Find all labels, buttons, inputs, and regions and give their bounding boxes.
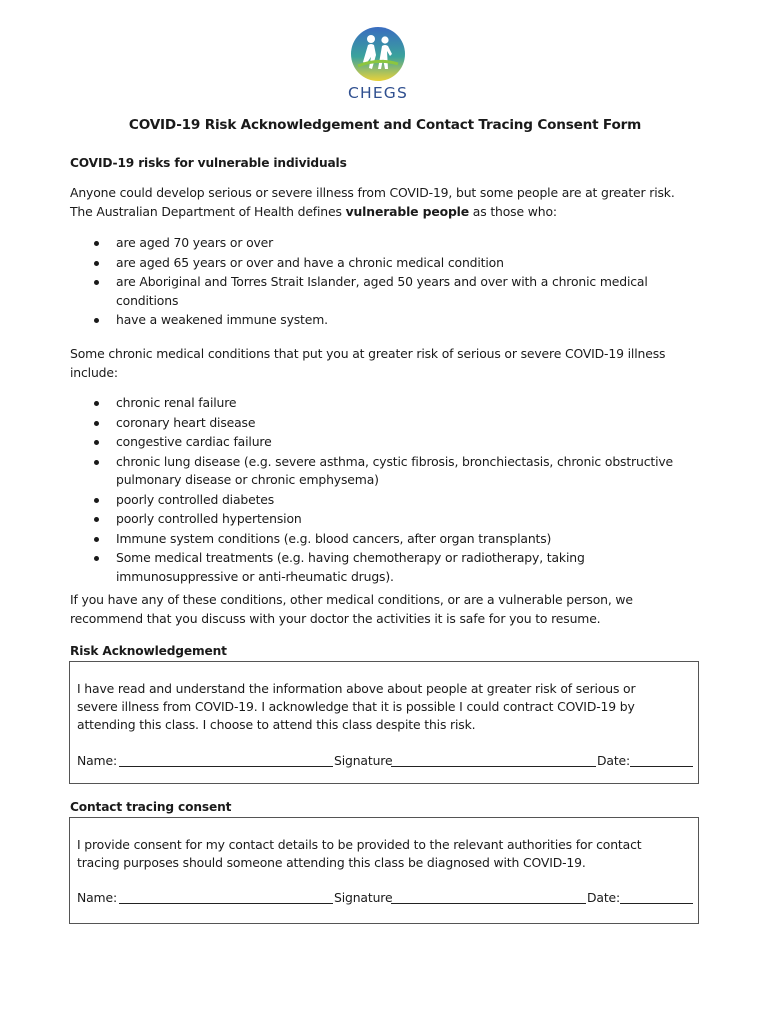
- conditions-list: [70, 394, 710, 587]
- name-field[interactable]: [119, 766, 333, 767]
- intro-line-1: Anyone could develop serious or severe illness from COVID-19, but some people are at greater risk.: [70, 185, 675, 200]
- contact-consent-box: [69, 817, 699, 924]
- risk-statement: I have read and understand the information above about people at greater risk of serious or severe illness from COVID-19. I acknowledge that it is possible I could contract COVID-19 by attending this class. I choose to attend this class despite this risk.: [77, 681, 636, 732]
- contact-heading: Contact tracing consent: [70, 800, 232, 814]
- date-field[interactable]: [620, 903, 693, 904]
- form-title: COVID-19 Risk Acknowledgement and Contact Tracing Consent Form: [128, 117, 642, 133]
- vulnerable-heading: COVID-19 risks for vulnerable individuals: [70, 156, 347, 170]
- date-label: Date:: [597, 753, 631, 768]
- risk-heading: Risk Acknowledgement: [70, 644, 227, 658]
- list-item: have a weakened immune system.: [70, 311, 676, 330]
- signature-label: Signature: [334, 890, 393, 905]
- risk-signature-row: [77, 752, 693, 770]
- name-label: Name:: [77, 890, 117, 905]
- list-item: poorly controlled diabetes: [70, 491, 710, 510]
- signature-field[interactable]: [391, 903, 586, 904]
- list-item: are aged 65 years or over and have a chronic medical condition: [70, 254, 676, 273]
- contact-statement: I provide consent for my contact details to be provided to the relevant authorities for contact tracing purposes should someone attending this class be diagnosed with COVID-19.: [77, 837, 642, 870]
- list-item: poorly controlled hypertension: [70, 510, 710, 529]
- list-item: Some medical treatments (e.g. having chemotherapy or radiotherapy, taking immunosuppressive or anti-rheumatic drugs).: [70, 549, 676, 586]
- chegs-logo-icon: [350, 26, 406, 82]
- intro-line-2-suffix: as those who:: [469, 203, 557, 219]
- signature-label: Signature: [334, 753, 393, 768]
- logo-wordmark: CHEGS: [347, 84, 409, 102]
- advice-paragraph: If you have any of these conditions, other medical conditions, or are a vulnerable person, we recommend that you discuss with your doctor the activities it is safe for you to resume.: [70, 592, 633, 626]
- contact-signature-row: [77, 889, 693, 907]
- intro-line-2-prefix: The Australian Department of Health defines: [70, 203, 346, 219]
- list-item: chronic renal failure: [70, 394, 710, 413]
- conditions-intro: Some chronic medical conditions that put you at greater risk of serious or severe COVID-19 illness include:: [70, 346, 666, 380]
- list-item: chronic lung disease (e.g. severe asthma, cystic fibrosis, bronchiectasis, chronic obstructive pulmonary disease or chronic emphysema): [70, 453, 716, 490]
- name-label: Name:: [77, 753, 117, 768]
- risk-acknowledgement-box: [69, 661, 699, 784]
- list-item: coronary heart disease: [70, 414, 710, 433]
- chegs-logo: [334, 26, 422, 104]
- intro-line-2: [70, 203, 710, 222]
- list-item: congestive cardiac failure: [70, 433, 710, 452]
- date-field[interactable]: [630, 766, 693, 767]
- date-label: Date:: [587, 890, 621, 905]
- list-item: are aged 70 years or over: [70, 234, 676, 253]
- vulnerable-intro: [70, 184, 710, 221]
- signature-field[interactable]: [391, 766, 596, 767]
- vulnerable-criteria-list: [70, 234, 710, 331]
- name-field[interactable]: [119, 903, 333, 904]
- list-item: Immune system conditions (e.g. blood cancers, after organ transplants): [70, 530, 710, 549]
- list-item: are Aboriginal and Torres Strait Islander, aged 50 years and over with a chronic medical conditions: [70, 273, 676, 310]
- intro-line-2-bold: vulnerable people: [345, 203, 470, 219]
